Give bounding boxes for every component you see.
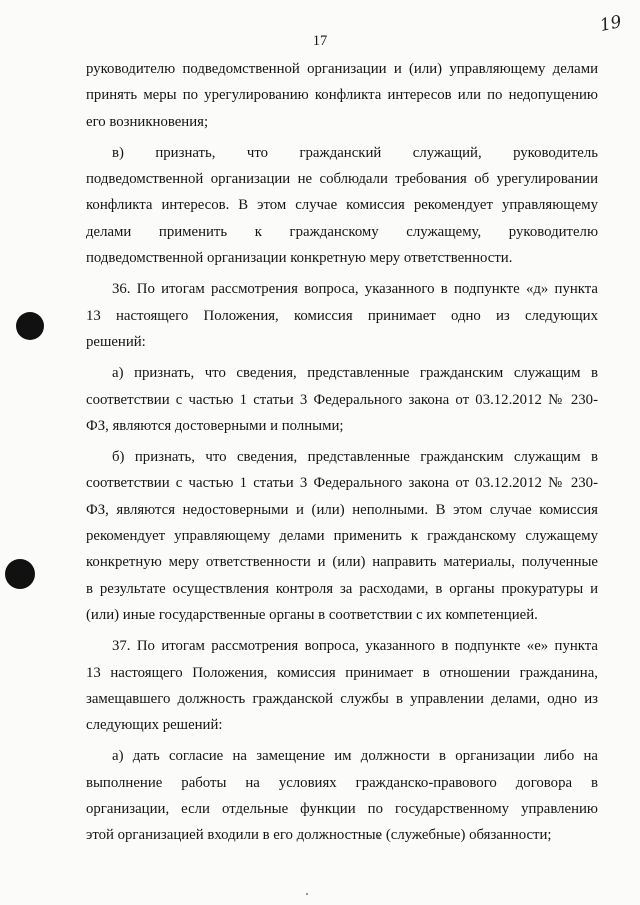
text-line: конкретную меру ответственности и (или) направить материалы, полученные <box>86 554 598 571</box>
text-line: выполнение работы на условиях гражданско-правового договора в <box>86 774 598 791</box>
text-line: соответствии с частью 1 статьи 3 Федерального закона от 03.12.2012 № 230- <box>86 475 598 492</box>
text-line: рекомендует управляющему делами применить к гражданскому служащему <box>86 528 598 545</box>
text-line: его возникновения; <box>86 113 209 130</box>
text-line: подведомственной организации конкретную меру ответственности. <box>86 250 513 267</box>
document-body <box>86 56 598 849</box>
text-line: 36. По итогам рассмотрения вопроса, указанного в подпункте «д» пункта <box>112 281 598 298</box>
text-line: б) признать, что сведения, представленные гражданским служащим в <box>112 449 598 466</box>
text-line: принять меры по урегулированию конфликта интересов или по недопущению <box>86 87 598 104</box>
page-number: 17 <box>312 33 328 49</box>
punch-hole-icon <box>16 312 44 340</box>
text-line: 13 настоящего Положения, комиссия принимает одно из следующих <box>86 307 598 324</box>
text-line: решений: <box>86 333 146 350</box>
text-line: 37. По итогам рассмотрения вопроса, указанного в подпункте «е» пункта <box>112 638 598 655</box>
text-line: ФЗ, являются недостоверными и (или) неполными. В этом случае комиссия <box>86 501 598 518</box>
text-line: конфликта интересов. В этом случае комиссия рекомендует управляющему <box>86 197 598 214</box>
text-line: подведомственной организации не соблюдали требования об урегулировании <box>86 171 598 188</box>
text-line: организации, если отдельные функции по государственному управлению <box>86 801 598 818</box>
handwritten-sheet-number: 19 <box>598 11 624 37</box>
text-line: делами применить к гражданскому служащему, руководителю <box>86 223 598 240</box>
text-line: этой организацией входили в его должностные (служебные) обязанности; <box>86 827 552 844</box>
text-line: замещавшего должность гражданской службы в управлении делами, одно из <box>86 690 598 707</box>
text-line: а) дать согласие на замещение им должности в организации либо на <box>112 748 598 765</box>
scan-speck <box>306 893 308 895</box>
text-line: в результате осуществления контроля за расходами, в органы прокуратуры и <box>86 580 598 597</box>
text-line: руководителю подведомственной организации и (или) управляющему делами <box>86 61 598 77</box>
text-line: 13 настоящего Положения, комиссия принимает в отношении гражданина, <box>86 664 598 681</box>
text-line: следующих решений: <box>86 717 223 734</box>
text-line: в) признать, что гражданский служащий, руководитель <box>112 144 598 161</box>
text-line: а) признать, что сведения, представленные гражданским служащим в <box>112 365 598 382</box>
text-line: соответствии с частью 1 статьи 3 Федерального закона от 03.12.2012 № 230- <box>86 391 598 408</box>
text-line: ФЗ, являются достоверными и полными; <box>86 417 344 434</box>
punch-hole-icon <box>5 559 35 589</box>
text-line: (или) иные государственные органы в соответствии с их компетенцией. <box>86 606 538 623</box>
